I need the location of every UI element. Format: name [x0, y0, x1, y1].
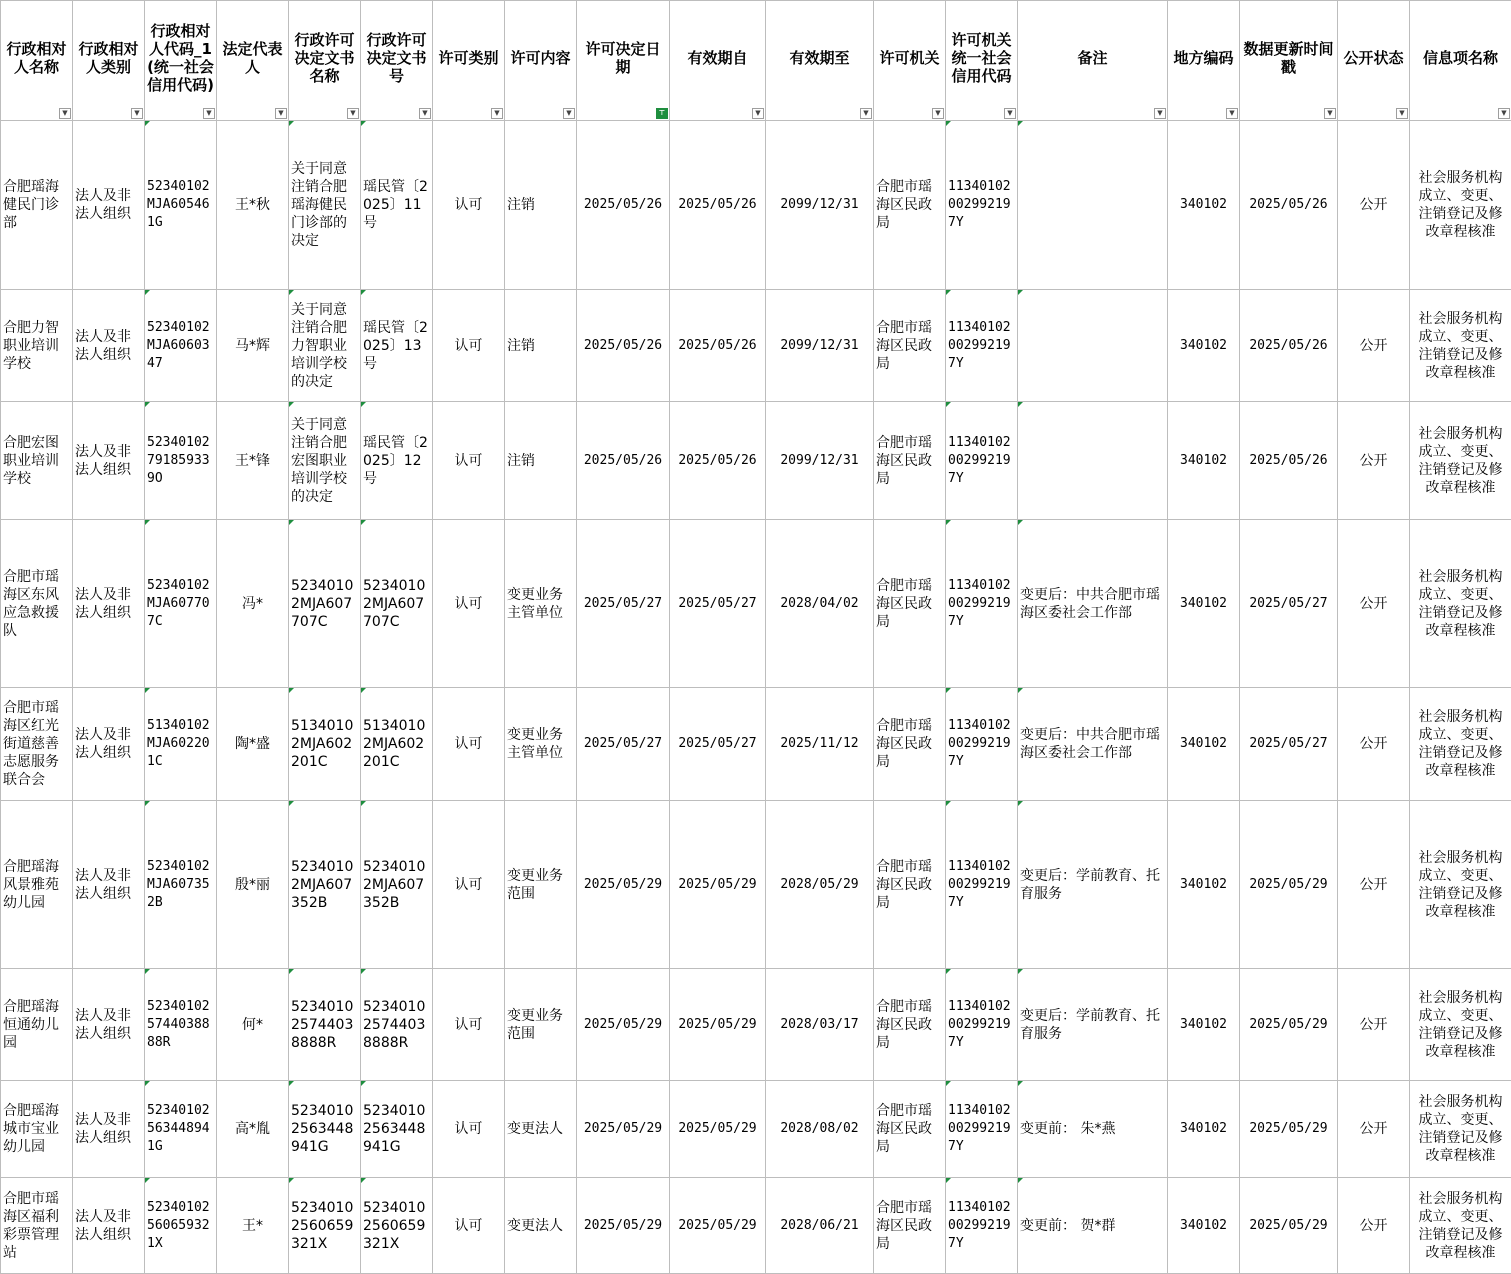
cell-remark[interactable]: 变更后：学前教育、托育服务 [1018, 969, 1168, 1081]
cell-name[interactable]: 合肥宏图职业培训学校 [1, 402, 73, 520]
cell-permit-type[interactable]: 认可 [433, 290, 505, 402]
cell-format-marker [1018, 801, 1023, 806]
table-row [1, 1081, 1511, 1178]
cell-format-marker [289, 121, 294, 126]
cell-remark[interactable] [1018, 121, 1168, 290]
cell-valid-to[interactable]: 2028/04/02 [766, 520, 874, 688]
cell-authority[interactable]: 合肥市瑶海区民政局 [874, 1178, 946, 1274]
table-row [1, 520, 1511, 688]
cell-doc-number[interactable]: 52340102560659321X [361, 1178, 433, 1274]
cell-region-code[interactable]: 340102 [1168, 801, 1240, 969]
filter-dropdown-icon[interactable]: ▼ [563, 108, 575, 119]
header-item-name [1410, 1, 1511, 121]
cell-category[interactable]: 法人及非法人组织 [73, 1081, 145, 1178]
cell-valid-to[interactable]: 2099/12/31 [766, 402, 874, 520]
cell-decision-date[interactable]: 2025/05/27 [577, 520, 670, 688]
cell-public-status[interactable]: 公开 [1338, 290, 1410, 402]
cell-format-marker [145, 402, 150, 407]
header-label: 行政相对人代码_1(统一社会信用代码) [147, 22, 214, 94]
cell-remark[interactable]: 变更后：中共合肥市瑶海区委社会工作部 [1018, 688, 1168, 801]
cell-format-marker [289, 520, 294, 525]
cell-legal-rep[interactable]: 高*胤 [217, 1081, 289, 1178]
filter-dropdown-icon[interactable]: ▼ [131, 108, 143, 119]
filter-dropdown-icon[interactable]: ▼ [1396, 108, 1408, 119]
cell-authority-code[interactable]: 11340102002992197Y [946, 688, 1018, 801]
cell-category[interactable]: 法人及非法人组织 [73, 520, 145, 688]
header-label: 许可决定日期 [585, 40, 660, 76]
header-label: 信息项名称 [1423, 49, 1498, 67]
cell-format-marker [946, 402, 951, 407]
cell-authority[interactable]: 合肥市瑶海区民政局 [874, 801, 946, 969]
table-row [1, 121, 1511, 290]
header-label: 地方编码 [1173, 49, 1233, 67]
cell-permit-content[interactable]: 变更法人 [505, 1081, 577, 1178]
cell-format-marker [145, 290, 150, 295]
cell-public-status[interactable]: 公开 [1338, 688, 1410, 801]
cell-format-marker [1018, 688, 1023, 693]
cell-doc-name[interactable]: 52340102MJA607707C [289, 520, 361, 688]
cell-authority[interactable]: 合肥市瑶海区民政局 [874, 520, 946, 688]
cell-name[interactable]: 合肥市瑶海区红光街道慈善志愿服务联合会 [1, 688, 73, 801]
cell-permit-content[interactable]: 注销 [505, 290, 577, 402]
filter-dropdown-icon[interactable]: ▼ [752, 108, 764, 119]
table-body [1, 121, 1511, 1274]
cell-format-marker [946, 121, 951, 126]
cell-item-name[interactable]: 社会服务机构成立、变更、注销登记及修改章程核准 [1410, 801, 1511, 969]
filter-dropdown-icon[interactable]: ▼ [932, 108, 944, 119]
header-valid-from [670, 1, 766, 121]
cell-doc-number[interactable]: 瑶民管〔2025〕13号 [361, 290, 433, 402]
cell-category[interactable]: 法人及非法人组织 [73, 121, 145, 290]
cell-region-code[interactable]: 340102 [1168, 121, 1240, 290]
cell-valid-from[interactable]: 2025/05/29 [670, 801, 766, 969]
table-row [1, 402, 1511, 520]
cell-valid-from[interactable]: 2025/05/26 [670, 402, 766, 520]
cell-doc-number[interactable]: 52340102MJA607352B [361, 801, 433, 969]
cell-doc-name[interactable]: 关于同意注销合肥宏图职业培训学校的决定 [289, 402, 361, 520]
header-permit-content [505, 1, 577, 121]
cell-valid-to[interactable]: 2028/03/17 [766, 969, 874, 1081]
cell-credit-code[interactable]: 52340102MJA607707C [145, 520, 217, 688]
cell-format-marker [145, 1178, 150, 1183]
cell-item-name[interactable]: 社会服务机构成立、变更、注销登记及修改章程核准 [1410, 121, 1511, 290]
cell-authority-code[interactable]: 11340102002992197Y [946, 290, 1018, 402]
cell-credit-code[interactable]: 523401025744038888R [145, 969, 217, 1081]
cell-credit-code[interactable]: 52340102563448941G [145, 1081, 217, 1178]
header-permit-type [433, 1, 505, 121]
header-decision-date [577, 1, 670, 121]
cell-format-marker [361, 290, 366, 295]
cell-doc-name[interactable]: 关于同意注销合肥力智职业培训学校的决定 [289, 290, 361, 402]
filter-dropdown-icon[interactable]: ▼ [860, 108, 872, 119]
cell-format-marker [289, 1081, 294, 1086]
cell-legal-rep[interactable]: 王*锋 [217, 402, 289, 520]
header-label: 公开状态 [1343, 49, 1403, 67]
cell-format-marker [289, 688, 294, 693]
cell-category[interactable]: 法人及非法人组织 [73, 1178, 145, 1274]
cell-format-marker [145, 688, 150, 693]
cell-region-code[interactable]: 340102 [1168, 1178, 1240, 1274]
cell-item-name[interactable]: 社会服务机构成立、变更、注销登记及修改章程核准 [1410, 290, 1511, 402]
header-authority-code [946, 1, 1018, 121]
cell-format-marker [289, 801, 294, 806]
cell-credit-code[interactable]: 51340102MJA602201C [145, 688, 217, 801]
cell-valid-to[interactable]: 2028/06/21 [766, 1178, 874, 1274]
cell-permit-content[interactable]: 变更业务范围 [505, 969, 577, 1081]
cell-permit-content[interactable]: 变更业务主管单位 [505, 688, 577, 801]
cell-doc-number[interactable]: 51340102MJA602201C [361, 688, 433, 801]
cell-update-time[interactable]: 2025/05/26 [1240, 290, 1338, 402]
cell-name[interactable]: 合肥力智职业培训学校 [1, 290, 73, 402]
cell-region-code[interactable]: 340102 [1168, 402, 1240, 520]
header-label: 备注 [1077, 49, 1107, 67]
cell-format-marker [361, 520, 366, 525]
cell-format-marker [289, 402, 294, 407]
filter-dropdown-icon[interactable]: ▼ [1004, 108, 1016, 119]
cell-update-time[interactable]: 2025/05/29 [1240, 801, 1338, 969]
cell-authority[interactable]: 合肥市瑶海区民政局 [874, 1081, 946, 1178]
cell-format-marker [361, 1081, 366, 1086]
header-label: 有效期至 [789, 49, 849, 67]
header-label: 法定代表人 [222, 40, 282, 76]
cell-public-status[interactable]: 公开 [1338, 121, 1410, 290]
cell-item-name[interactable]: 社会服务机构成立、变更、注销登记及修改章程核准 [1410, 402, 1511, 520]
cell-authority-code[interactable]: 11340102002992197Y [946, 402, 1018, 520]
cell-valid-to[interactable]: 2028/05/29 [766, 801, 874, 969]
cell-remark[interactable] [1018, 290, 1168, 402]
header-valid-to [766, 1, 874, 121]
header-doc-number [361, 1, 433, 121]
cell-format-marker [946, 801, 951, 806]
cell-legal-rep[interactable]: 何* [217, 969, 289, 1081]
cell-item-name[interactable]: 社会服务机构成立、变更、注销登记及修改章程核准 [1410, 1178, 1511, 1274]
cell-format-marker [145, 520, 150, 525]
cell-format-marker [946, 290, 951, 295]
cell-decision-date[interactable]: 2025/05/27 [577, 688, 670, 801]
filter-dropdown-icon[interactable]: ▼ [419, 108, 431, 119]
cell-format-marker [361, 121, 366, 126]
cell-item-name[interactable]: 社会服务机构成立、变更、注销登记及修改章程核准 [1410, 688, 1511, 801]
cell-decision-date[interactable]: 2025/05/29 [577, 1178, 670, 1274]
cell-format-marker [1018, 290, 1023, 295]
cell-update-time[interactable]: 2025/05/26 [1240, 121, 1338, 290]
cell-format-marker [1018, 1081, 1023, 1086]
cell-decision-date[interactable]: 2025/05/26 [577, 290, 670, 402]
cell-format-marker [1018, 402, 1023, 407]
cell-legal-rep[interactable]: 冯* [217, 520, 289, 688]
cell-doc-number[interactable]: 52340102MJA607707C [361, 520, 433, 688]
header-label: 许可机关统一社会信用代码 [951, 31, 1011, 85]
cell-permit-content[interactable]: 注销 [505, 121, 577, 290]
filter-dropdown-icon[interactable]: ▼ [1226, 108, 1238, 119]
cell-format-marker [145, 969, 150, 974]
cell-item-name[interactable]: 社会服务机构成立、变更、注销登记及修改章程核准 [1410, 1081, 1511, 1178]
cell-decision-date[interactable]: 2025/05/29 [577, 801, 670, 969]
cell-valid-to[interactable]: 2099/12/31 [766, 121, 874, 290]
cell-doc-name[interactable]: 关于同意注销合肥瑶海健民门诊部的决定 [289, 121, 361, 290]
cell-format-marker [1018, 520, 1023, 525]
cell-format-marker [289, 290, 294, 295]
cell-valid-from[interactable]: 2025/05/29 [670, 1178, 766, 1274]
cell-permit-type[interactable]: 认可 [433, 121, 505, 290]
cell-credit-code[interactable]: 52340102791859339O [145, 402, 217, 520]
cell-legal-rep[interactable]: 王*秋 [217, 121, 289, 290]
cell-credit-code[interactable]: 52340102MJA607352B [145, 801, 217, 969]
cell-category[interactable]: 法人及非法人组织 [73, 402, 145, 520]
cell-public-status[interactable]: 公开 [1338, 402, 1410, 520]
cell-update-time[interactable]: 2025/05/29 [1240, 969, 1338, 1081]
cell-authority-code[interactable]: 11340102002992197Y [946, 1081, 1018, 1178]
header-label: 行政相对人名称 [6, 40, 66, 76]
table-row [1, 801, 1511, 969]
cell-legal-rep[interactable]: 陶*盛 [217, 688, 289, 801]
header-category [73, 1, 145, 121]
cell-item-name[interactable]: 社会服务机构成立、变更、注销登记及修改章程核准 [1410, 520, 1511, 688]
cell-format-marker [1018, 1178, 1023, 1183]
cell-valid-from[interactable]: 2025/05/26 [670, 290, 766, 402]
header-label: 行政许可决定文书名称 [294, 31, 354, 85]
cell-format-marker [289, 1178, 294, 1183]
cell-doc-name[interactable]: 51340102MJA602201C [289, 688, 361, 801]
cell-valid-from[interactable]: 2025/05/27 [670, 520, 766, 688]
cell-permit-type[interactable]: 认可 [433, 1178, 505, 1274]
filter-dropdown-icon[interactable]: ▼ [59, 108, 71, 119]
table-row [1, 1178, 1511, 1274]
cell-update-time[interactable]: 2025/05/26 [1240, 402, 1338, 520]
filter-dropdown-icon[interactable]: ▼ [275, 108, 287, 119]
header-public-status [1338, 1, 1410, 121]
cell-remark[interactable] [1018, 402, 1168, 520]
header-region-code [1168, 1, 1240, 121]
cell-format-marker [361, 969, 366, 974]
cell-doc-number[interactable]: 52340102563448941G [361, 1081, 433, 1178]
cell-remark[interactable]: 变更前： 贺*群 [1018, 1178, 1168, 1274]
header-label: 许可机关 [879, 49, 939, 67]
cell-valid-from[interactable]: 2025/05/29 [670, 969, 766, 1081]
header-label: 行政相对人类别 [78, 40, 138, 76]
cell-authority-code[interactable]: 11340102002992197Y [946, 969, 1018, 1081]
header-label: 许可类别 [438, 49, 498, 67]
cell-permit-type[interactable]: 认可 [433, 688, 505, 801]
table-row [1, 290, 1511, 402]
cell-authority[interactable]: 合肥市瑶海区民政局 [874, 121, 946, 290]
cell-valid-from[interactable]: 2025/05/27 [670, 688, 766, 801]
cell-decision-date[interactable]: 2025/05/29 [577, 1081, 670, 1178]
cell-legal-rep[interactable]: 殷*丽 [217, 801, 289, 969]
header-row [1, 1, 1511, 121]
cell-public-status[interactable]: 公开 [1338, 520, 1410, 688]
cell-remark[interactable]: 变更后：学前教育、托育服务 [1018, 801, 1168, 969]
cell-format-marker [946, 520, 951, 525]
cell-format-marker [946, 1178, 951, 1183]
header-authority [874, 1, 946, 121]
cell-authority-code[interactable]: 11340102002992197Y [946, 520, 1018, 688]
cell-format-marker [361, 801, 366, 806]
cell-category[interactable]: 法人及非法人组织 [73, 688, 145, 801]
cell-permit-content[interactable]: 注销 [505, 402, 577, 520]
cell-permit-type[interactable]: 认可 [433, 520, 505, 688]
cell-valid-from[interactable]: 2025/05/29 [670, 1081, 766, 1178]
cell-permit-content[interactable]: 变更业务范围 [505, 801, 577, 969]
cell-format-marker [1018, 969, 1023, 974]
cell-region-code[interactable]: 340102 [1168, 969, 1240, 1081]
filter-dropdown-icon[interactable]: ▼ [203, 108, 215, 119]
cell-authority[interactable]: 合肥市瑶海区民政局 [874, 290, 946, 402]
cell-permit-type[interactable]: 认可 [433, 801, 505, 969]
cell-permit-type[interactable]: 认可 [433, 969, 505, 1081]
cell-format-marker [946, 969, 951, 974]
cell-category[interactable]: 法人及非法人组织 [73, 290, 145, 402]
cell-valid-to[interactable]: 2028/08/02 [766, 1081, 874, 1178]
header-name [1, 1, 73, 121]
cell-permit-content[interactable]: 变更业务主管单位 [505, 520, 577, 688]
cell-public-status[interactable]: 公开 [1338, 801, 1410, 969]
cell-authority-code[interactable]: 11340102002992197Y [946, 1178, 1018, 1274]
filter-dropdown-icon[interactable]: ▼ [347, 108, 359, 119]
cell-format-marker [361, 1178, 366, 1183]
cell-credit-code[interactable]: 52340102MJA6060347 [145, 290, 217, 402]
cell-name[interactable]: 合肥市瑶海区福利彩票管理站 [1, 1178, 73, 1274]
cell-public-status[interactable]: 公开 [1338, 1178, 1410, 1274]
cell-decision-date[interactable]: 2025/05/26 [577, 121, 670, 290]
table-row [1, 969, 1511, 1081]
cell-valid-to[interactable]: 2099/12/31 [766, 290, 874, 402]
header-label: 有效期自 [687, 49, 747, 67]
cell-authority-code[interactable]: 11340102002992197Y [946, 121, 1018, 290]
cell-name[interactable]: 合肥瑶海健民门诊部 [1, 121, 73, 290]
cell-format-marker [289, 969, 294, 974]
cell-doc-name[interactable]: 523401025744038888R [289, 969, 361, 1081]
header-label: 数据更新时间戳 [1243, 40, 1333, 76]
cell-region-code[interactable]: 340102 [1168, 290, 1240, 402]
cell-region-code[interactable]: 340102 [1168, 1081, 1240, 1178]
cell-format-marker [145, 121, 150, 126]
cell-legal-rep[interactable]: 马*辉 [217, 290, 289, 402]
cell-remark[interactable]: 变更前： 朱*燕 [1018, 1081, 1168, 1178]
header-label: 许可内容 [510, 49, 570, 67]
filter-dropdown-icon[interactable]: ▼ [1324, 108, 1336, 119]
cell-remark[interactable]: 变更后：中共合肥市瑶海区委社会工作部 [1018, 520, 1168, 688]
table-row [1, 688, 1511, 801]
cell-format-marker [946, 1081, 951, 1086]
cell-decision-date[interactable]: 2025/05/26 [577, 402, 670, 520]
cell-region-code[interactable]: 340102 [1168, 520, 1240, 688]
cell-doc-number[interactable]: 523401025744038888R [361, 969, 433, 1081]
header-label: 行政许可决定文书号 [366, 31, 426, 85]
cell-name[interactable]: 合肥瑶海城市宝业幼儿园 [1, 1081, 73, 1178]
cell-format-marker [1018, 121, 1023, 126]
cell-item-name[interactable]: 社会服务机构成立、变更、注销登记及修改章程核准 [1410, 969, 1511, 1081]
cell-doc-name[interactable]: 52340102563448941G [289, 1081, 361, 1178]
filter-dropdown-icon[interactable]: ▼ [491, 108, 503, 119]
cell-doc-number[interactable]: 瑶民管〔2025〕11号 [361, 121, 433, 290]
filter-dropdown-icon[interactable]: ▼ [1498, 108, 1510, 119]
cell-category[interactable]: 法人及非法人组织 [73, 969, 145, 1081]
cell-public-status[interactable]: 公开 [1338, 969, 1410, 1081]
cell-public-status[interactable]: 公开 [1338, 1081, 1410, 1178]
cell-update-time[interactable]: 2025/05/29 [1240, 1178, 1338, 1274]
cell-authority[interactable]: 合肥市瑶海区民政局 [874, 688, 946, 801]
header-update-time [1240, 1, 1338, 121]
header-doc-name [289, 1, 361, 121]
cell-update-time[interactable]: 2025/05/27 [1240, 520, 1338, 688]
cell-doc-name[interactable]: 52340102560659321X [289, 1178, 361, 1274]
header-legal-rep [217, 1, 289, 121]
filter-dropdown-icon[interactable]: ▼ [1154, 108, 1166, 119]
cell-doc-name[interactable]: 52340102MJA607352B [289, 801, 361, 969]
cell-credit-code[interactable]: 52340102MJA605461G [145, 121, 217, 290]
cell-format-marker [946, 688, 951, 693]
cell-authority[interactable]: 合肥市瑶海区民政局 [874, 402, 946, 520]
cell-valid-from[interactable]: 2025/05/26 [670, 121, 766, 290]
header-remark [1018, 1, 1168, 121]
cell-format-marker [145, 1081, 150, 1086]
cell-doc-number[interactable]: 瑶民管〔2025〕12号 [361, 402, 433, 520]
cell-format-marker [361, 402, 366, 407]
cell-permit-type[interactable]: 认可 [433, 1081, 505, 1178]
cell-permit-content[interactable]: 变更法人 [505, 1178, 577, 1274]
cell-update-time[interactable]: 2025/05/27 [1240, 688, 1338, 801]
cell-format-marker [145, 801, 150, 806]
cell-name[interactable]: 合肥市瑶海区东风应急救援队 [1, 520, 73, 688]
cell-permit-type[interactable]: 认可 [433, 402, 505, 520]
cell-category[interactable]: 法人及非法人组织 [73, 801, 145, 969]
header-credit-code [145, 1, 217, 121]
cell-legal-rep[interactable]: 王* [217, 1178, 289, 1274]
cell-format-marker [361, 688, 366, 693]
cell-authority[interactable]: 合肥市瑶海区民政局 [874, 969, 946, 1081]
cell-valid-to[interactable]: 2025/11/12 [766, 688, 874, 801]
filter-active-icon[interactable]: ⊤ [656, 108, 668, 119]
cell-authority-code[interactable]: 11340102002992197Y [946, 801, 1018, 969]
cell-decision-date[interactable]: 2025/05/29 [577, 969, 670, 1081]
cell-name[interactable]: 合肥瑶海恒通幼儿园 [1, 969, 73, 1081]
cell-credit-code[interactable]: 52340102560659321X [145, 1178, 217, 1274]
cell-update-time[interactable]: 2025/05/29 [1240, 1081, 1338, 1178]
cell-region-code[interactable]: 340102 [1168, 688, 1240, 801]
cell-name[interactable]: 合肥瑶海风景雅苑幼儿园 [1, 801, 73, 969]
